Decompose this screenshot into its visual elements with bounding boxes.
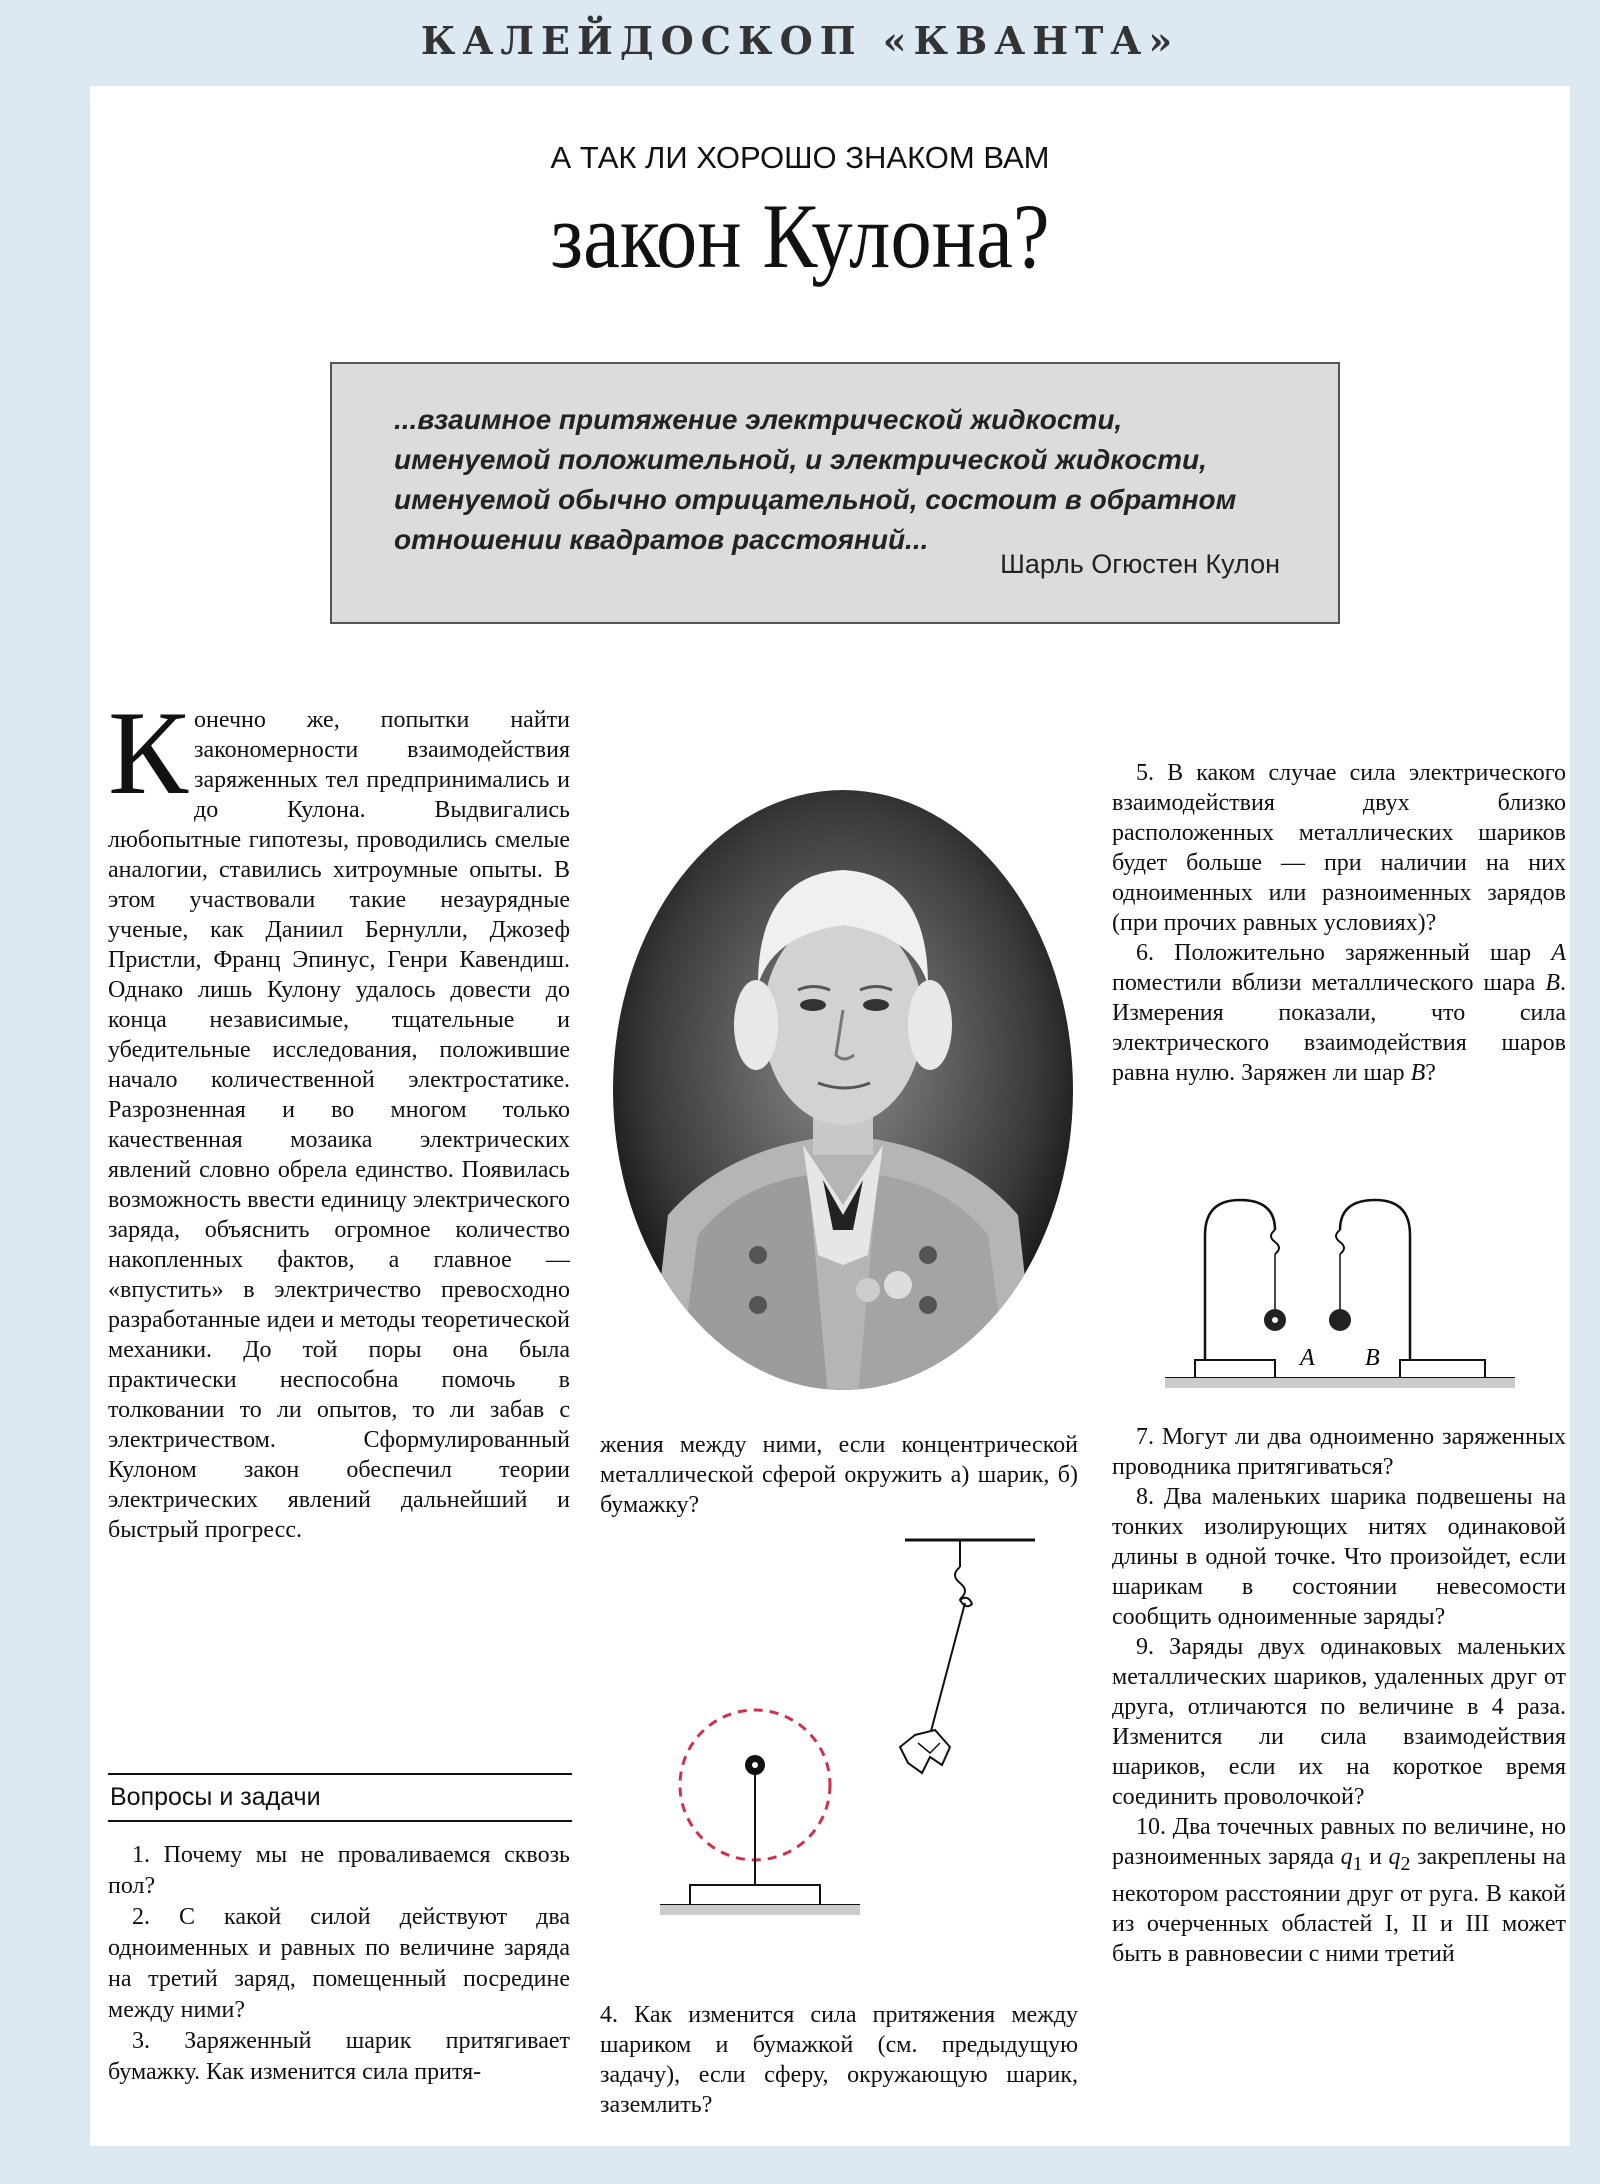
q10-var: q (1340, 1844, 1353, 1870)
epigraph-line: именуемой обычно отрицательной, состоит в обратном (394, 484, 1237, 515)
article-title: закон Кулона? (550, 185, 1050, 287)
epigraph-line: отношении квадратов расстояний... (394, 524, 929, 555)
q10-text: и (1362, 1844, 1389, 1870)
q6-text: поместили вблизи металлического шара (1112, 970, 1546, 996)
label-a: A (1300, 1345, 1315, 1371)
intro-text: онечно же, попытки найти закономерности взаимодействия заряженных тел предпринимались и до Кулона. Выдвигались любопытные гипотезы, проводились смелые аналогии, ставились хитроумные опыты. В этом участвовали такие незаурядные ученые, как Даниил Бернулли, Джозеф Пристли, Франц Эпинус, Генри Кавендиш. Однако лишь Кулону удалось довести до конца независимые, тщательные и убедительные исследования, положившие начало количественной электростатике. Разрозненная и во многом только качественная мозаика электрических явлений словно обрела единство. Появилась возможность ввести единицу электрического заряда, объяснить огромное количество накопленных фактов, а главное — «впустить» в электричество превосходно разработанные идеи и методы теоретической механики. До той поры она была практически неспособна помочь в толковании то ли опытов, то ли забав с электричеством. Сформулированный Кулоном закон обеспечил теории электрических явлений дальнейший и быстрый прогресс. (108, 707, 571, 1543)
balls-ab-figure (1165, 1190, 1545, 1405)
label-b: B (1365, 1345, 1380, 1371)
question-3-start: 3. Заряженный шарик притягивает бумажку. Как изменится сила притя- (108, 2028, 570, 2085)
questions-heading: Вопросы и задачи (108, 1773, 572, 1822)
question-10 (1112, 1812, 1566, 1969)
question-2: 2. С какой силой действуют два одноименных и равных по величине заряда на третий заряд, помещенный посредине между ними? (108, 1904, 570, 2023)
q6-text: . Измерения показали, что сила электрического взаимодействия шаров равна нулю. Заряжен ли шар (1112, 970, 1566, 1086)
question-4: 4. Как изменится сила притяжения между шариком и бумажкой (см. предыдущую задачу), если сферу, окружающую шарик, заземлить? (600, 2002, 1078, 2118)
epigraph-quote (394, 400, 1294, 560)
question-8: 8. Два маленьких шарика подвешены на тонких изолирующих нитях одинаковой длины в одной точке. Что произойдет, если шарикам в состоянии невесомости сообщить одноименные заряды? (1112, 1484, 1566, 1630)
q10-sub: 1 (1352, 1852, 1363, 1875)
coulomb-portrait (608, 785, 1078, 1395)
question-9: 9. Заряды двух одинаковых маленьких металлических шариков, удаленных друг от друга, отличаются по величине в 4 раза. Изменится ли сила взаимодействия шариков, если их на короткое время соединить проволочкой? (1112, 1634, 1566, 1810)
q6-var-b: B (1410, 1060, 1426, 1086)
epigraph-line: ...взаимное притяжение электрической жидкости, (394, 404, 1123, 435)
question-1: 1. Почему мы не проваливаемся сквозь пол? (108, 1842, 570, 1899)
q10-text: закреплены на некотором расстоянии друг от руга. В какой из очерченных областей I, II и III может быть в равновесии с ними третий (1112, 1844, 1566, 1967)
epigraph-author: Шарль Огюстен Кулон (1000, 549, 1280, 579)
article-subtitle: А ТАК ЛИ ХОРОШО ЗНАКОМ ВАМ (550, 140, 1050, 175)
section-header (0, 0, 1600, 90)
question-6 (1112, 938, 1566, 1088)
question-5: 5. В каком случае сила электрического взаимодействия двух близко расположенных металлических шариков будет больше — при наличии на них одноименных или разноименных зарядов (при прочих равных условиях)? (1112, 760, 1566, 936)
header-title: КАЛЕЙДОСКОП «КВАНТА» (420, 18, 1180, 63)
q6-var-b: B (1545, 970, 1560, 996)
epigraph-box (330, 362, 1340, 624)
q6-text: 6. Положительно заряженный шар (1136, 940, 1552, 966)
questions-column-3 (1112, 758, 1566, 1088)
question-3-continued (600, 1406, 1078, 1544)
intro-column (108, 686, 571, 1545)
question-4-block (600, 1976, 1078, 2144)
question-3-end: жения между ними, если концентрической металлической сферой окружить а) шарик, б) бумажку? (600, 1432, 1078, 1518)
question-7: 7. Могут ли два одноименно заряженных проводника притягиваться? (1112, 1424, 1566, 1480)
q10-var: q (1388, 1844, 1401, 1870)
q10-text: 10. Два точечных равных по величине, но разноименных заряда (1112, 1814, 1566, 1870)
drop-cap: К (108, 686, 189, 819)
ball-and-paper-figure (660, 1525, 1090, 1950)
q6-var-a: A (1551, 940, 1566, 966)
epigraph-line: именуемой положительной, и электрической жидкости, (394, 444, 1207, 475)
q10-sub: 2 (1400, 1852, 1411, 1875)
questions-column-1 (108, 1840, 570, 2088)
questions-column-3-lower (1112, 1422, 1566, 1969)
q6-text: ? (1425, 1060, 1436, 1086)
